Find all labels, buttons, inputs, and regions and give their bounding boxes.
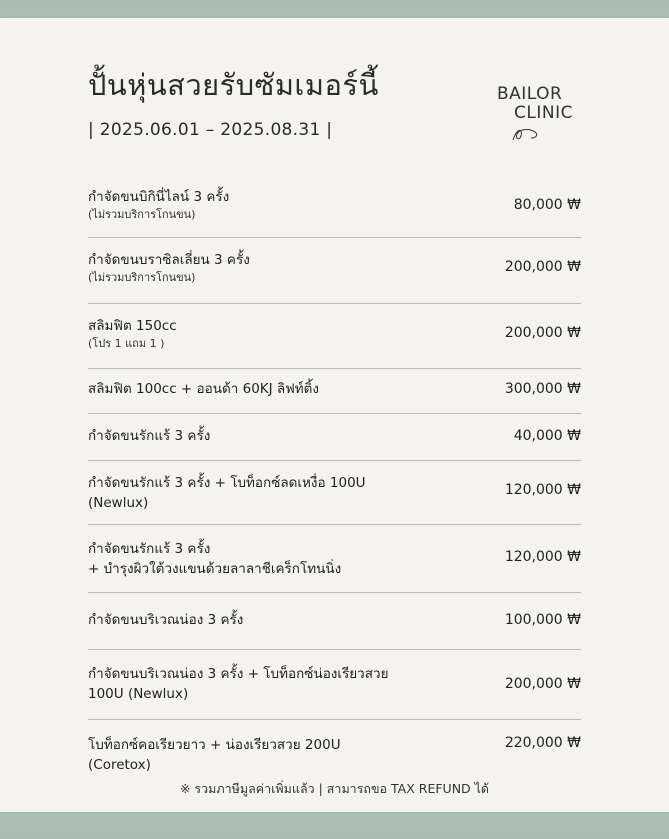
list-item (88, 368, 581, 414)
item-name: กำจัดขนบริเวณน่อง 3 ครั้ง + โบท็อกซ์น่องเรียวสวย (88, 666, 389, 682)
page-title: ปั้นหุ่นสวยรับซัมเมอร์นี้ (88, 68, 379, 102)
item-price: 120,000 ₩ (504, 482, 581, 498)
list-item (88, 413, 581, 461)
item-name-cont: (Newlux) (88, 495, 149, 511)
item-note: (โปร 1 แถม 1 ) (88, 337, 165, 350)
list-item (88, 524, 581, 593)
item-name: กำจัดขนรักแร้ 3 ครั้ง (88, 541, 211, 557)
list-item (88, 237, 581, 304)
list-item (88, 460, 581, 525)
logo-line-2: CLINIC (514, 103, 573, 123)
list-item (88, 180, 581, 238)
item-name: กำจัดขนบราซิลเลี่ยน 3 ครั้ง (88, 252, 250, 268)
item-name: สลิมฟิต 100cc + ออนด้า 60KJ ลิฟท์ติ้ง (88, 381, 320, 397)
footer-note: ※ รวมภาษีมูลค่าเพิ่มแล้ว | สามารถขอ TAX REFUND ได้ (179, 781, 490, 796)
item-name: กำจัดขนบิกินี่ไลน์ 3 ครั้ง (88, 189, 230, 205)
item-name-cont: (Coretox) (88, 757, 151, 773)
item-note: (ไม่รวมบริการโกนขน) (88, 208, 196, 221)
promo-dates: | 2025.06.01 – 2025.08.31 | (88, 120, 333, 140)
item-price: 200,000 ₩ (504, 325, 581, 341)
item-price: 40,000 ₩ (513, 428, 581, 444)
item-name: กำจัดขนรักแร้ 3 ครั้ง + โบท็อกซ์ลดเหงื่อ 100U (88, 475, 366, 491)
logo-line-1: BAILOR (497, 84, 563, 104)
item-price: 80,000 ₩ (513, 197, 581, 213)
item-name-cont: + บำรุงผิวใต้วงแขนด้วยลาลาชีเคร็กโทนนิ่ง (88, 561, 342, 577)
item-price: 200,000 ₩ (504, 676, 581, 692)
list-item (88, 649, 581, 720)
item-name: กำจัดขนบริเวณน่อง 3 ครั้ง (88, 612, 244, 628)
item-name: กำจัดขนรักแร้ 3 ครั้ง (88, 428, 211, 444)
list-item (88, 719, 581, 775)
item-price: 300,000 ₩ (504, 381, 581, 397)
item-price: 120,000 ₩ (504, 549, 581, 565)
list-item (88, 592, 581, 650)
item-name-cont: 100U (Newlux) (88, 686, 189, 702)
item-name: โบท็อกซ์คอเรียวยาว + น่องเรียวสวย 200U (88, 737, 341, 753)
item-note: (ไม่รวมบริการโกนขน) (88, 271, 196, 284)
item-price: 220,000 ₩ (504, 735, 581, 751)
list-item (88, 303, 581, 369)
item-price: 100,000 ₩ (504, 612, 581, 628)
logo-swirl-icon (511, 126, 541, 142)
item-price: 200,000 ₩ (504, 259, 581, 275)
item-name: สลิมฟิต 150cc (88, 318, 177, 334)
clinic-logo (497, 86, 587, 150)
